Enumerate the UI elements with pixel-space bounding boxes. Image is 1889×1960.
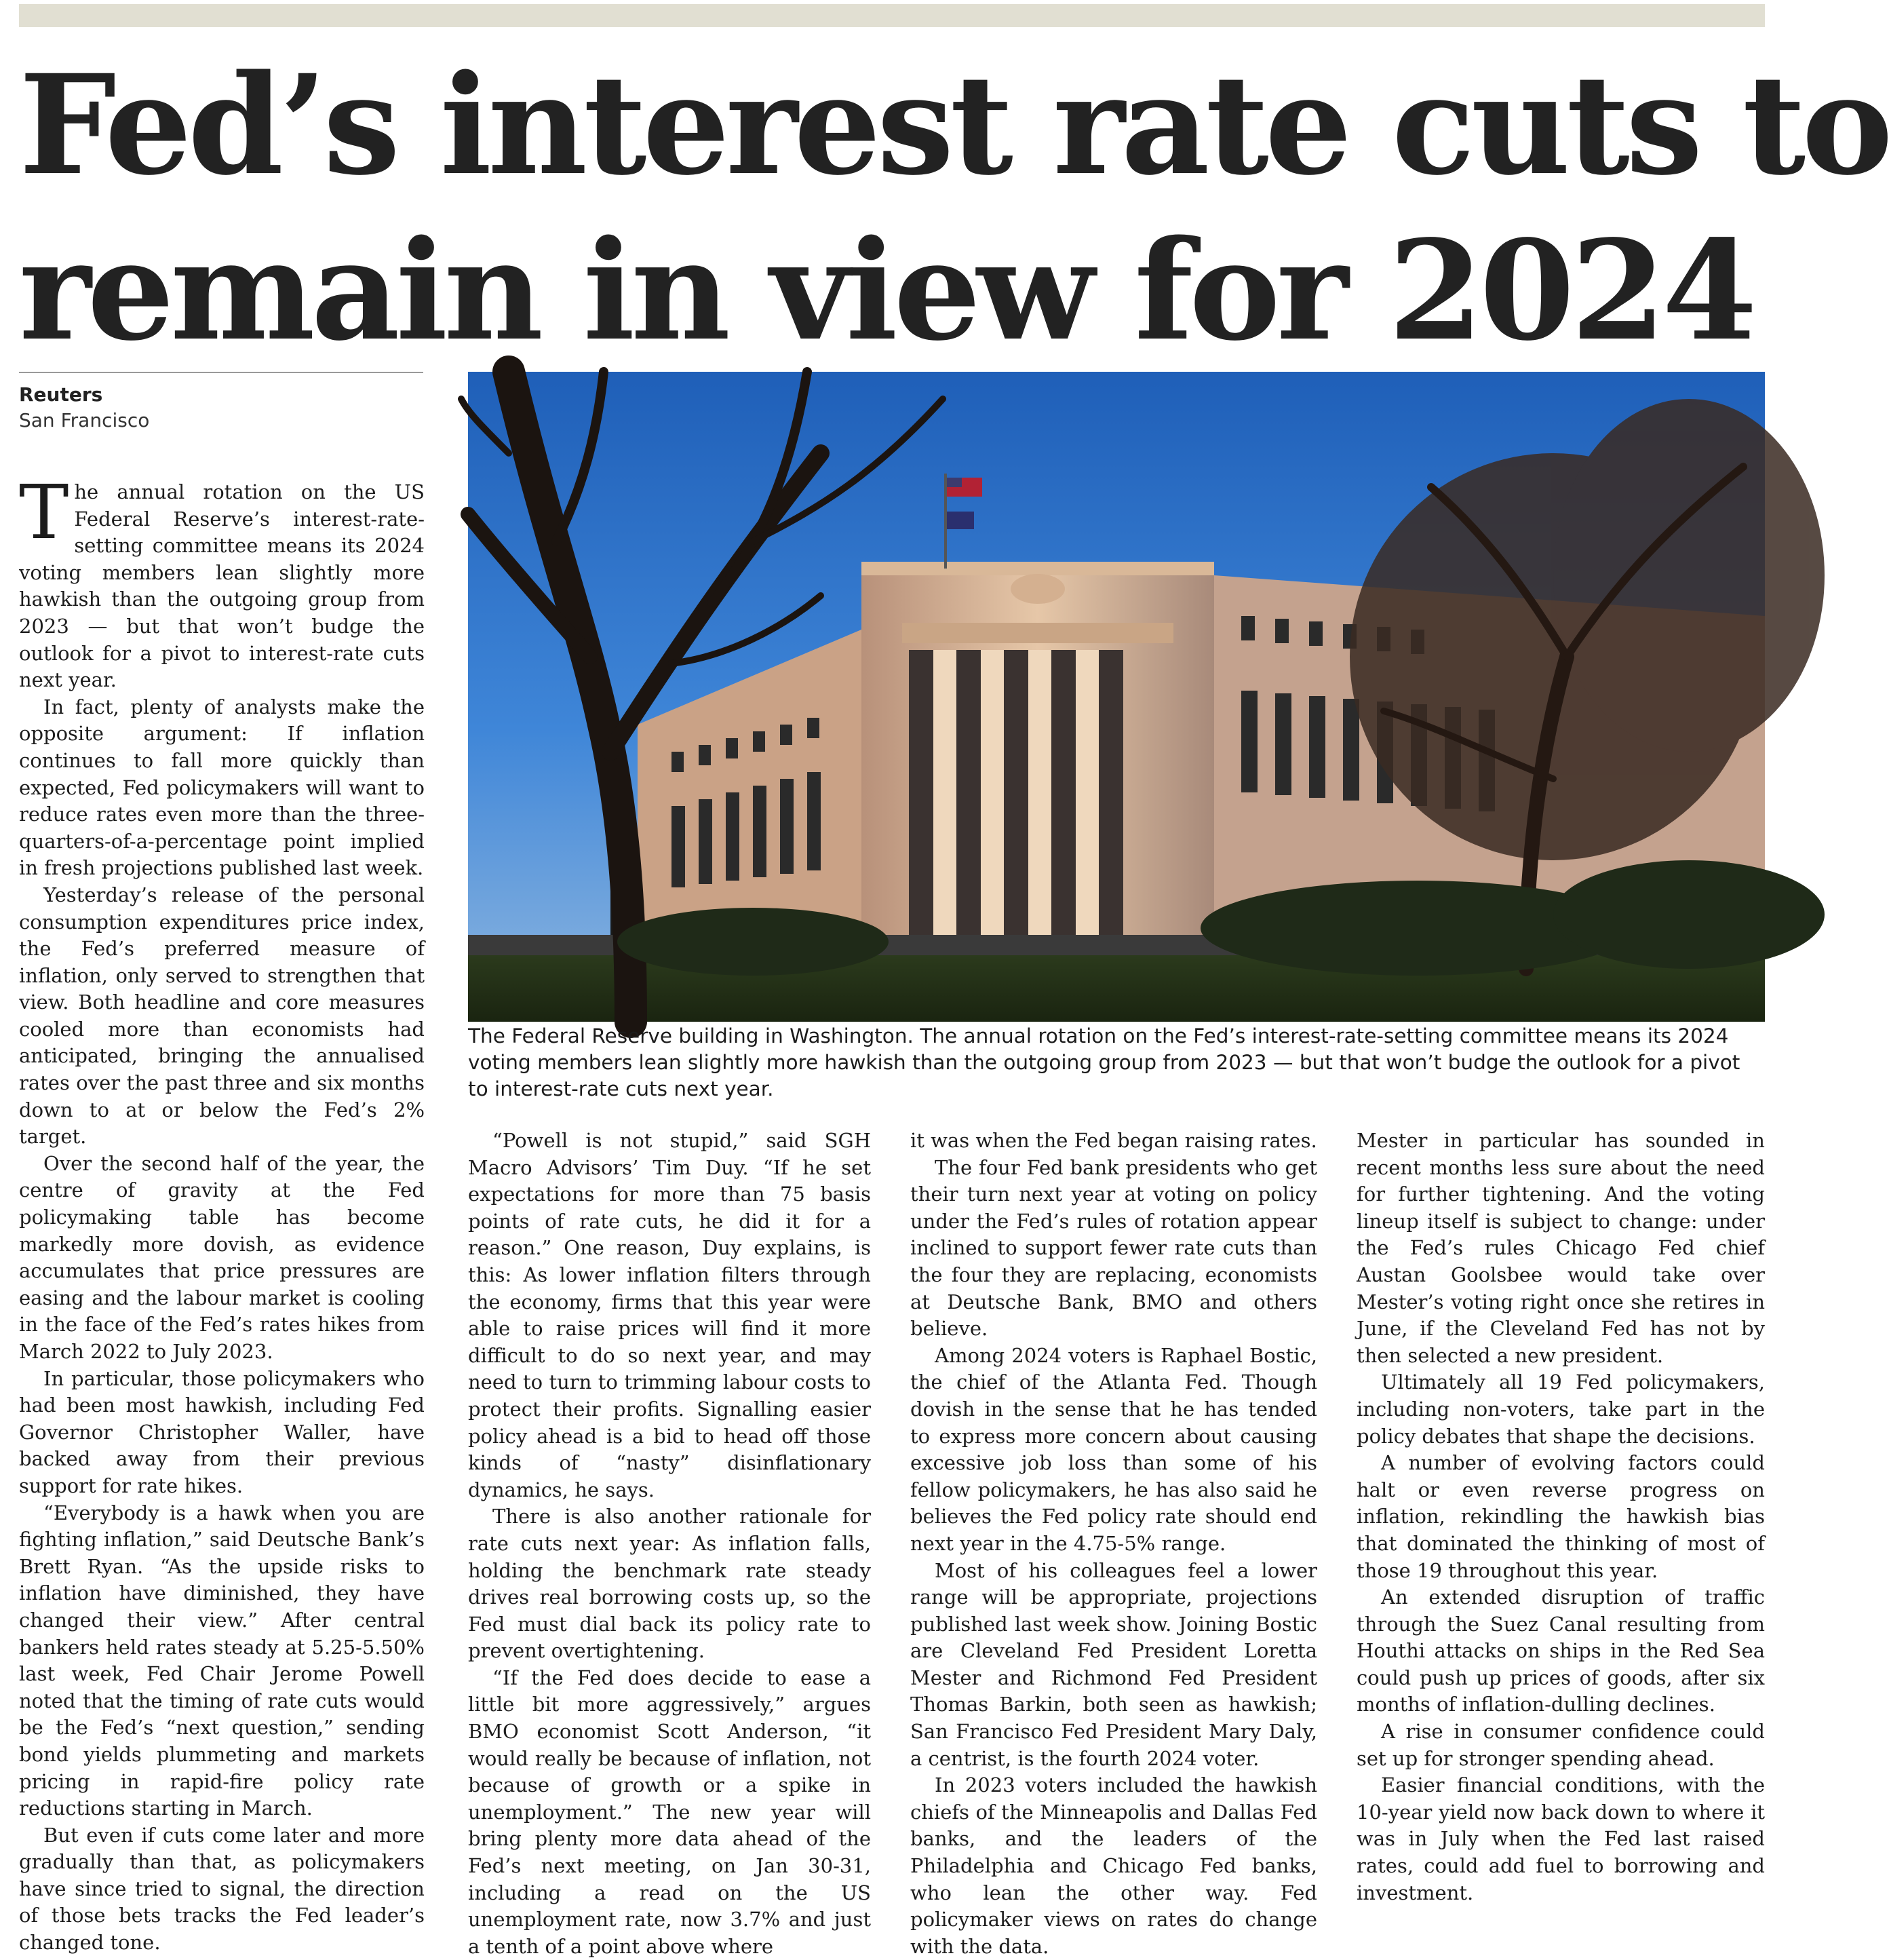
article-paragraph: But even if cuts come later and more gradually than that, as policymakers have since tried to signal, the direction of those bets tracks the Fed leader’s changed tone. [19, 1823, 425, 1955]
byline-place: San Francisco [19, 409, 150, 431]
photo-caption: The Federal Reserve building in Washington. The annual rotation on the Fed’s interest-rate-setting committee means its 2024 voting members lean slightly more hawkish than the outgoing group from 2023 — but that won’t budge the outlook for a pivot to interest-rate cuts next year. [468, 1024, 1740, 1100]
byline-rule [19, 372, 423, 373]
article-paragraph: Most of his colleagues feel a lower range will be appropriate, projections published last week show. Joining Bostic are Cleveland Fed President Loretta Mester and Richmond Fed President Thomas Barkin, both seen as hawkish; San Francisco Fed President Mary Daly, a centrist, is the fourth 2024 voter. [910, 1558, 1317, 1770]
article-paragraph: “If the Fed does decide to ease a little bit more aggressively,” argues BMO economist Scott Anderson, “it would really be because of inflation, not because of growth or a spike in unemployment.” The new year will bring plenty more data ahead of the Fed’s next meeting, on Jan 30-31, including a read on the US unemployment rate, now 3.7% and just a tenth of a point above where [468, 1666, 871, 1958]
headline-line-2: remain in view for 2024 [19, 210, 1753, 371]
article-paragraph: An extended disruption of traffic through the Suez Canal resulting from Houthi attacks on ships in the Red Sea could push up prices of goods, after six months of inflation-dulling declines. [1357, 1586, 1765, 1716]
article-paragraph: Among 2024 voters is Raphael Bostic, the chief of the Atlanta Fed. Though dovish in the sense that he has tended to express more concern about causing excessive job loss than some of his fellow policymakers, he has also said he believes the Fed policy rate should end next year in the 4.75-5% range. [910, 1343, 1317, 1555]
article-column-2 [468, 1128, 871, 1958]
article-paragraph: There is also another rationale for rate cuts next year: As inflation falls, holding the benchmark rate steady drives real borrowing costs up, so the Fed must dial back its policy rate to prevent overtightening. [468, 1505, 871, 1663]
article-paragraph: Mester in particular has sounded in recent months less sure about the need for further tightening. And the voting lineup itself is subject to change: under the Fed’s rules Chicago Fed chief Austan Goolsbee would take over Mester’s voting right once she retires in June, if the Cleveland Fed has not by then selected a new president. [1357, 1129, 1765, 1367]
article-paragraph: The four Fed bank presidents who get their turn next year at voting on policy under the Fed’s rules of rotation appear inclined to support fewer rate cuts than the four they are replacing, economists at Deutsche Bank, BMO and others believe. [910, 1155, 1317, 1341]
article-paragraph: “Powell is not stupid,” said SGH Macro Advisors’ Tim Duy. “If he set expectations for more than 75 basis points of rate cuts, he did it for a reason.” One reason, Duy explains, is this: As lower inflation filters through the economy, firms that this year were able to raise prices will find it more difficult to do so next year, and may need to turn to trimming labour costs to protect their profits. Signalling easier policy ahead is a bid to head off those kinds of “nasty” disinflationary dynamics, he says. [468, 1129, 871, 1501]
article-paragraph: A number of evolving factors could halt or even reverse progress on inflation, rekindling the hawkish bias that dominated the thinking of most of those 19 throughout this year. [1357, 1451, 1765, 1582]
top-rule [19, 4, 1765, 27]
article-paragraph: Yesterday’s release of the personal consumption expenditures price index, the Fed’s preferred measure of inflation, only served to strengthen that view. Both headline and core measures cooled more than economists had anticipated, bringing the annualised rates over the past three and six months down to at or below the Fed’s 2% target. [19, 883, 425, 1149]
article-paragraph: A rise in consumer confidence could set up for stronger spending ahead. [1357, 1720, 1765, 1770]
article-paragraph: it was when the Fed began raising rates. [910, 1129, 1317, 1152]
article-column-1 [19, 469, 425, 1955]
article-paragraph: “Everybody is a hawk when you are fighting inflation,” said Deutsche Bank’s Brett Ryan. “As the upside risks to inflation have diminished, they have changed their view.” After central bankers held rates steady at 5.25-5.50% last week, Fed Chair Jerome Powell noted that the timing of rate cuts would be the Fed’s “next question,” sending bond yields plummeting and markets pricing in rapid-fire policy rate reductions starting in March. [19, 1501, 425, 1820]
headline-line-1: Fed’s interest rate cuts to [19, 44, 1889, 206]
article-column-4 [1357, 1128, 1765, 1904]
article-paragraph [19, 469, 425, 694]
article-paragraph: Over the second half of the year, the centre of gravity at the Fed policymaking table has become markedly more dovish, as evidence accumulates that price pressures are easing and the labour market is cooling in the face of the Fed’s rates hikes from March 2022 to July 2023. [19, 1151, 425, 1363]
federal-reserve-photo [468, 372, 1765, 1022]
paragraph-text: he annual rotation on the US Federal Reserve’s interest-rate-setting committee means its 2024 voting members lean slightly more hawkish than the outgoing group from 2023 — but that won’t budge the outlook for a pivot to interest-rate cuts next year. [19, 480, 425, 692]
article-paragraph: Ultimately all 19 Fed policymakers, including non-voters, take part in the policy debates that shape the decisions. [1357, 1370, 1765, 1448]
headline [19, 42, 1889, 373]
article-column-3 [910, 1128, 1317, 1958]
byline-agency: Reuters [19, 383, 103, 406]
article-paragraph: In 2023 voters included the hawkish chiefs of the Minneapolis and Dallas Fed banks, and the leaders of the Philadelphia and Chicago Fed banks, who lean the other way. Fed policymaker views on rates do change with the data. [910, 1773, 1317, 1958]
drop-cap: T [19, 469, 69, 556]
article-paragraph: In particular, those policymakers who had been most hawkish, including Fed Governor Christopher Waller, have backed away from their previous support for rate hikes. [19, 1366, 425, 1497]
article-paragraph: In fact, plenty of analysts make the opposite argument: If inflation continues to fall more quickly than expected, Fed policymakers will want to reduce rates even more than the three-quarters-of-a-percentage point implied in fresh projections published last week. [19, 695, 425, 880]
article-paragraph: Easier financial conditions, with the 10-year yield now back down to where it was in July when the Fed last raised rates, could add fuel to borrowing and investment. [1357, 1773, 1765, 1904]
federal-reserve-building-image [468, 372, 1765, 1022]
